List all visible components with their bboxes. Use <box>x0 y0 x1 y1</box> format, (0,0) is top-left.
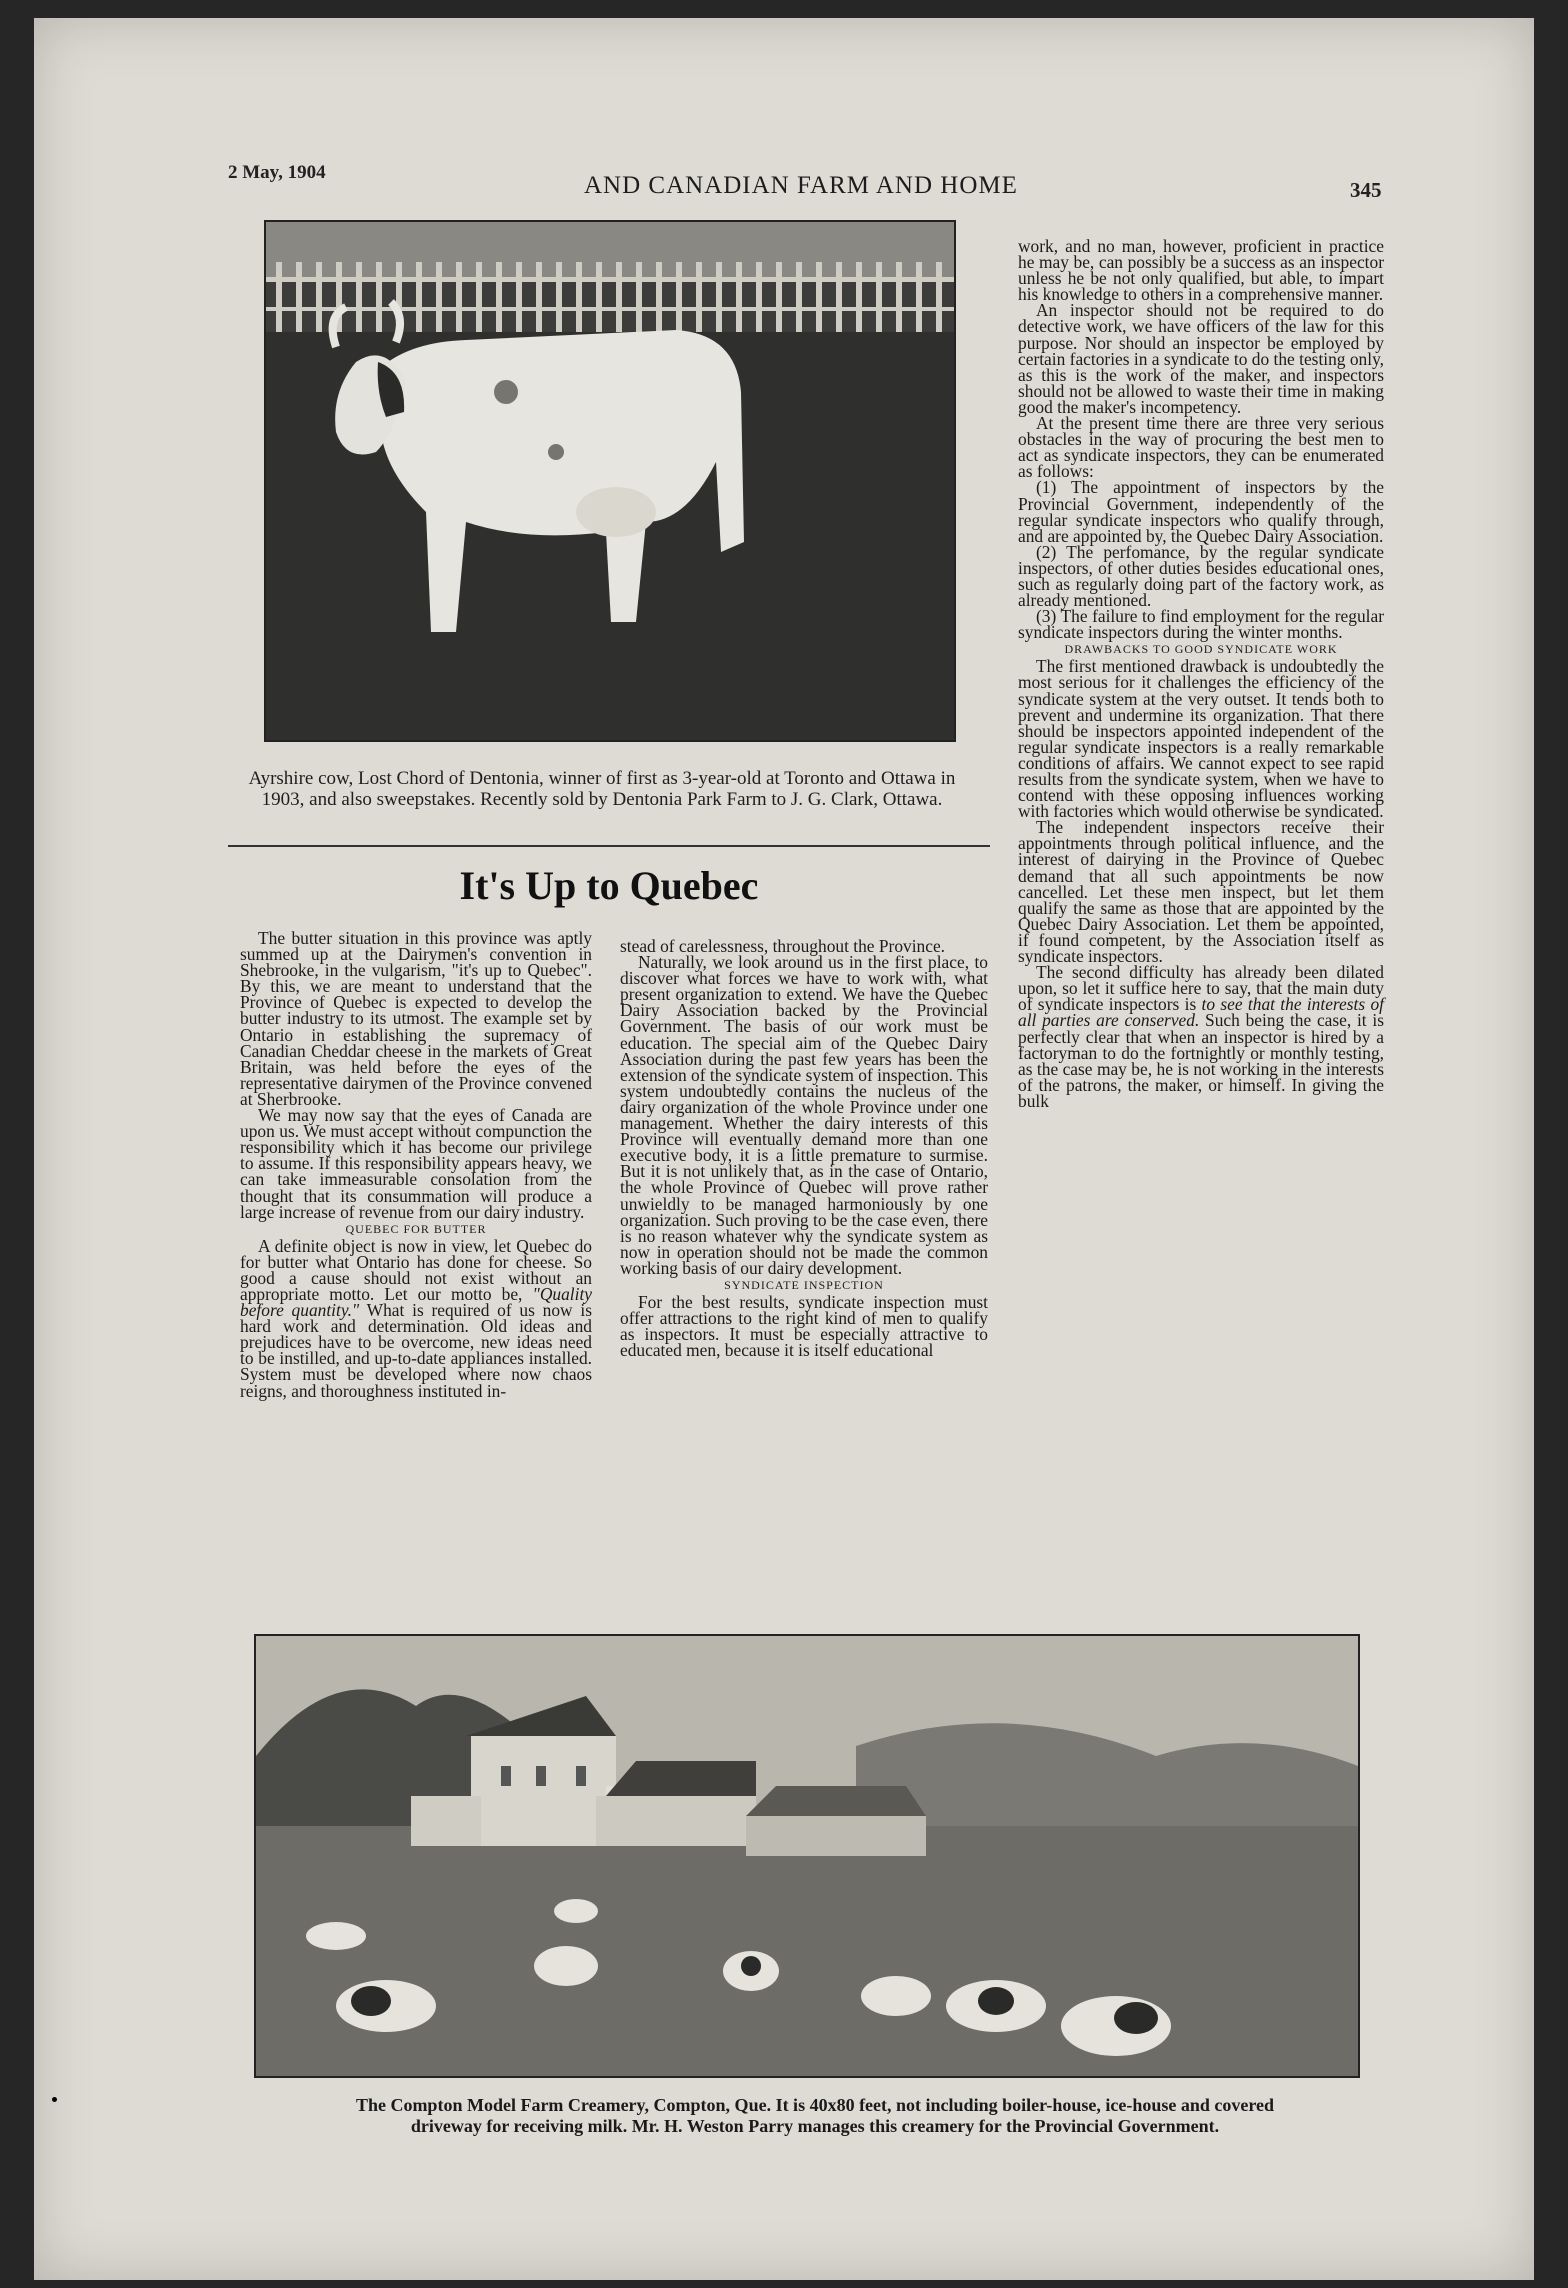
issue-date: 2 May, 1904 <box>228 162 326 183</box>
paragraph: stead of carelessness, throughout the Province. <box>620 936 946 956</box>
paragraph: An inspector should not be required to do detective work, we have officers of the law for this purpose. Nor should an inspector be employed by certain factories in a syndicate to do the testing only, as this is the work of the maker, and inspectors should not be allowed to waste their time in making good the maker's incompetency. <box>1018 300 1384 417</box>
cow-photo-caption: Ayrshire cow, Lost Chord of Dentonia, winner of first as 3-year-old at Toronto and Ottawa in 1903, and also sweepstakes. Recently sold by Dentonia Park Farm to J. G. Clark, Ottawa. <box>248 768 956 810</box>
page-number: 345 <box>1350 178 1382 202</box>
article-column-3 <box>1018 238 1384 1109</box>
motto: "Quality before quantity." <box>240 1283 592 1321</box>
paragraph: The butter situation in this province was aptly summed up at the Dairymen's convention in Shebrooke, in the vulgarism, "it's up to Quebec". By this, we are meant to understand that the Province of Quebec is expected to develop the butter industry to its utmost. The example set by Ontario in establishing the supremacy of Canadian Cheddar cheese in the markets of Great Britain, was held before the eyes of the representative dairymen of the Province convened at Sherbrooke. <box>240 928 592 1109</box>
paragraph: work, and no man, however, proficient in practice he may be, can possibly be a success as an inspector unless he be not only qualified, but able, to impart his knowledge to others in a comprehensive manner. <box>1018 236 1384 305</box>
article-column-2 <box>620 936 988 1361</box>
article-column-1 <box>240 930 592 1399</box>
paragraph: The independent inspectors receive their appointments through political influence, and the interest of dairying in the Province of Quebec demand that all such appointments be now cancelled. Let these men inspect, but let them qualify the same as those that are appointed by the Quebec Dairy Association. Let them be appointed, if found competent, by the Association itself as syndicate inspectors. <box>1018 817 1384 967</box>
paragraph: A definite object is now in view, let Quebec do for butter what Ontario has done for cheese. So good a cause should not exist without an appropriate motto. Let our motto be, "Quality before quantity." What is required of us now is hard work and determination. Old ideas and prejudices have to be overcome, new ideas need to be instilled, and up-to-date appliances installed. System must be developed where now chaos reigns, and thoroughness instituted in- <box>240 1235 592 1401</box>
farm-photo-caption <box>250 2095 1380 2137</box>
cow-photo <box>264 220 956 742</box>
emphasis: to see that the interests of all parties are conserved. <box>1018 994 1384 1031</box>
paragraph: (2) The perfomance, by the regular syndicate inspectors, of other duties besides educational ones, such as regularly doing part of the factory work, as already mentioned. <box>1018 541 1384 611</box>
section-rule <box>228 845 990 847</box>
paragraph: The second difficulty has already been dilated upon, so let it suffice here to say, that the main duty of syndicate inspectors is to see that the interests of all parties are conserved. Such being the case, it is perfectly clear that when an inspector is hired by a factoryman to do the fortnightly or monthly testing, as the case may be, he is not working in the interests of the patrons, the maker, or himself. In giving the bulk <box>1018 962 1384 1111</box>
subheading: SYNDICATE INSPECTION <box>724 1277 884 1292</box>
running-title: AND CANADIAN FARM AND HOME <box>584 172 1018 199</box>
paragraph: The first mentioned drawback is undoubtedly the most serious for it challenges the efficiency of the syndicate system at the very outset. It tends both to prevent and undermine its organization. That there should be inspectors appointed independent of the regular syndicate inspectors is a really remarkable conditions of affairs. We cannot expect to see rapid results from the syndicate system, when we have to contend with these opposing influences working with factories which would otherwise be syndicated. <box>1018 656 1384 822</box>
article-headline: It's Up to Quebec <box>459 863 759 908</box>
subheading: DRAWBACKS TO GOOD SYNDICATE WORK <box>1064 642 1338 657</box>
paragraph: At the present time there are three very serious obstacles in the way of procuring the best men to act as syndicate inspectors, they can be enumerated as follows: <box>1018 413 1384 482</box>
paragraph: We may now say that the eyes of Canada are upon us. We must accept without compunction the responsibility which it has become our privilege to assume. If this responsibility appears heavy, we can take immeasurable consolation from the thought that its consummation will produce a large increase of revenue from our dairy industry. <box>240 1105 592 1222</box>
margin-mark <box>52 2097 57 2102</box>
farm-caption-line-2: driveway for receiving milk. Mr. H. Weston Parry manages this creamery for the Provincial Government. <box>410 2116 1220 2136</box>
paragraph: For the best results, syndicate inspection must offer attractions to the right kind of men to qualify as inspectors. It must be especially attractive to educated men, because it is itself educational <box>620 1291 988 1361</box>
paragraph: Naturally, we look around us in the first place, to discover what forces we have to work with, what present organization to extend. We have the Quebec Dairy Association backed by the Provincial Government. The basis of our work must be education. The special aim of the Quebec Dairy Association during the past few years has been the extension of the syndicate system of inspection. This system undoubtedly contains the nucleus of the dairy organization of the whole Province under one management. Whether the dairy interests of this Province will eventually demand more than one executive body, it is a little premature to surmise. But it is not unlikely that, as in the case of Ontario, the whole Province of Quebec will prove rather unwieldly to be managed harmoniously by one organization. Such proving to be the case even, there is no reason whatever why the syndicate system as now in operation should not be made the common working basis of our dairy development. <box>620 952 988 1278</box>
farm-photo <box>254 1634 1360 2078</box>
paragraph: (1) The appointment of inspectors by the Provincial Government, independently of the regular syndicate inspectors who qualify through, and are appointed by, the Quebec Dairy Association. <box>1018 477 1384 546</box>
subheading: QUEBEC FOR BUTTER <box>345 1221 487 1236</box>
farm-caption-line-1: The Compton Model Farm Creamery, Compton, Que. It is 40x80 feet, not including boiler-house, ice-house and covered <box>355 2095 1275 2115</box>
paragraph: (3) The failure to find employment for the regular syndicate inspectors during the winter months. <box>1018 606 1384 643</box>
